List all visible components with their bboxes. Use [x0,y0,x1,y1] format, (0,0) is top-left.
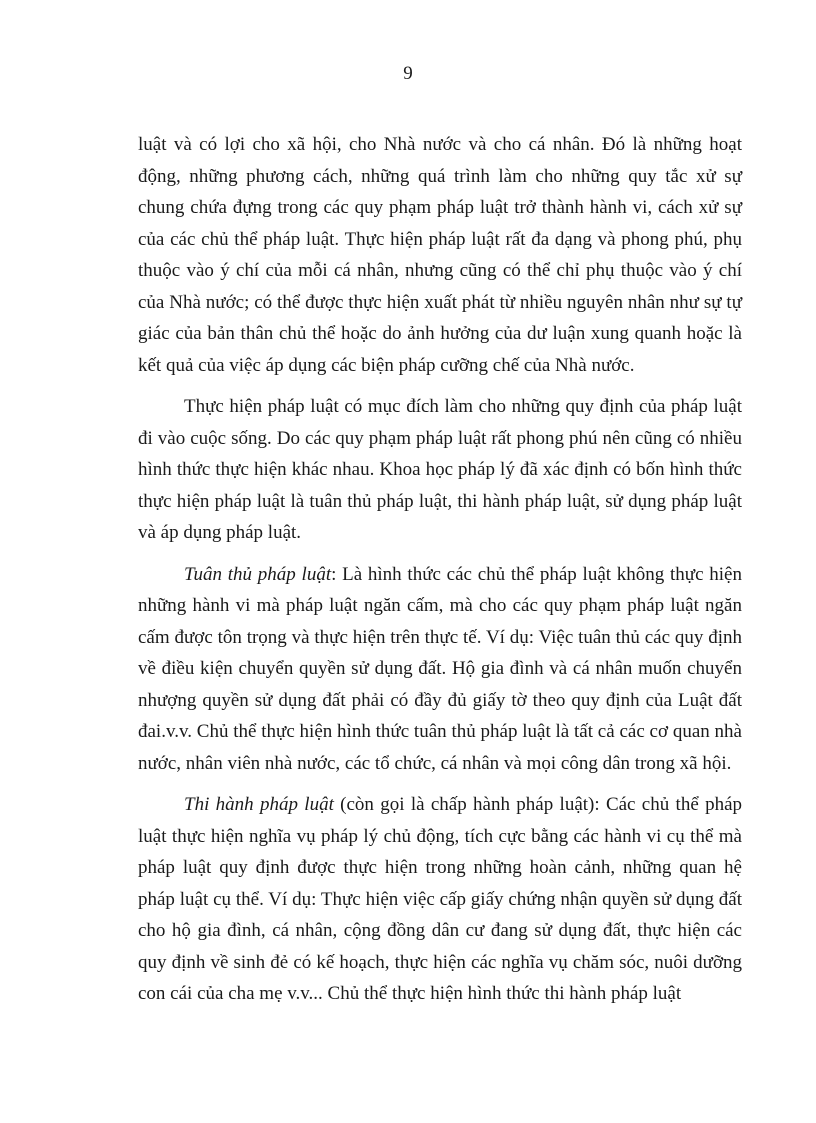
page-number: 9 [403,63,413,84]
term-law-execution: Thi hành pháp luật [184,794,334,815]
paragraph-law-compliance-text: : Là hình thức các chủ thể pháp luật không thực hiện những hành vi mà pháp luật ngăn cấm, mà cho các quy phạm pháp luật ngăn cấm được tôn trọng và thực hiện trên thực tế. Ví dụ: Việc tuân thủ các quy định về điều kiện chuyển quyền sử dụng đất. Hộ gia đình và cá nhân muốn chuyển nhượng quyền sử dụng đất phải có đầy đủ giấy tờ theo quy định của Luật đất đai.v.v. Chủ thể thực hiện hình thức tuân thủ pháp luật là tất cả các cơ quan nhà nước, nhân viên nhà nước, các tổ chức, cá nhân và mọi công dân trong xã hội. [138,563,742,774]
paragraph-law-execution-text: (còn gọi là chấp hành pháp luật): Các chủ thể pháp luật thực hiện nghĩa vụ pháp lý chủ động, tích cực bằng các hành vi cụ thể mà pháp luật quy định được thực hiện trong những hoàn cảnh, những quan hệ pháp luật cụ thể. Ví dụ: Thực hiện việc cấp giấy chứng nhận quyền sử dụng đất cho hộ gia đình, cá nhân, cộng đồng dân cư đang sử dụng đất, thực hiện các quy định về sinh đẻ có kế hoạch, thực hiện các nghĩa vụ chăm sóc, nuôi dưỡng con cái của cha mẹ v.v... Chủ thể thực hiện hình thức thi hành pháp luật [138,794,743,1004]
term-law-compliance: Tuân thủ pháp luật [184,563,332,585]
paragraph-continuation: luật và có lợi cho xã hội, cho Nhà nước và cho cá nhân. Đó là những hoạt động, những phương cách, những quá trình làm cho những quy tắc xử sự chung chứa đựng trong các quy phạm pháp luật trở thành hành vi, cách xử sự của các chủ thể pháp luật. Thực hiện pháp luật rất đa dạng và phong phú, phụ thuộc vào ý chí của mỗi cá nhân, nhưng cũng có thể chỉ phụ thuộc vào ý chí của Nhà nước; có thể được thực hiện xuất phát từ nhiều nguyên nhân như sự tự giác của bản thân chủ thể hoặc do ảnh hưởng của dư luận xung quanh hoặc là kết quả của việc áp dụng các biện pháp cưỡng chế của Nhà nước. [138,134,742,376]
document-body [138,129,742,1020]
paragraph-law-compliance [138,559,742,780]
paragraph-law-execution [138,789,742,1010]
paragraph-forms-of-law-implementation: Thực hiện pháp luật có mục đích làm cho những quy định của pháp luật đi vào cuộc sống. Do các quy phạm pháp luật rất phong phú nên cũng có nhiều hình thức thực hiện khác nhau. Khoa học pháp lý đã xác định có bốn hình thức thực hiện pháp luật là tuân thủ pháp luật, thi hành pháp luật, sử dụng pháp luật và áp dụng pháp luật. [138,396,742,543]
